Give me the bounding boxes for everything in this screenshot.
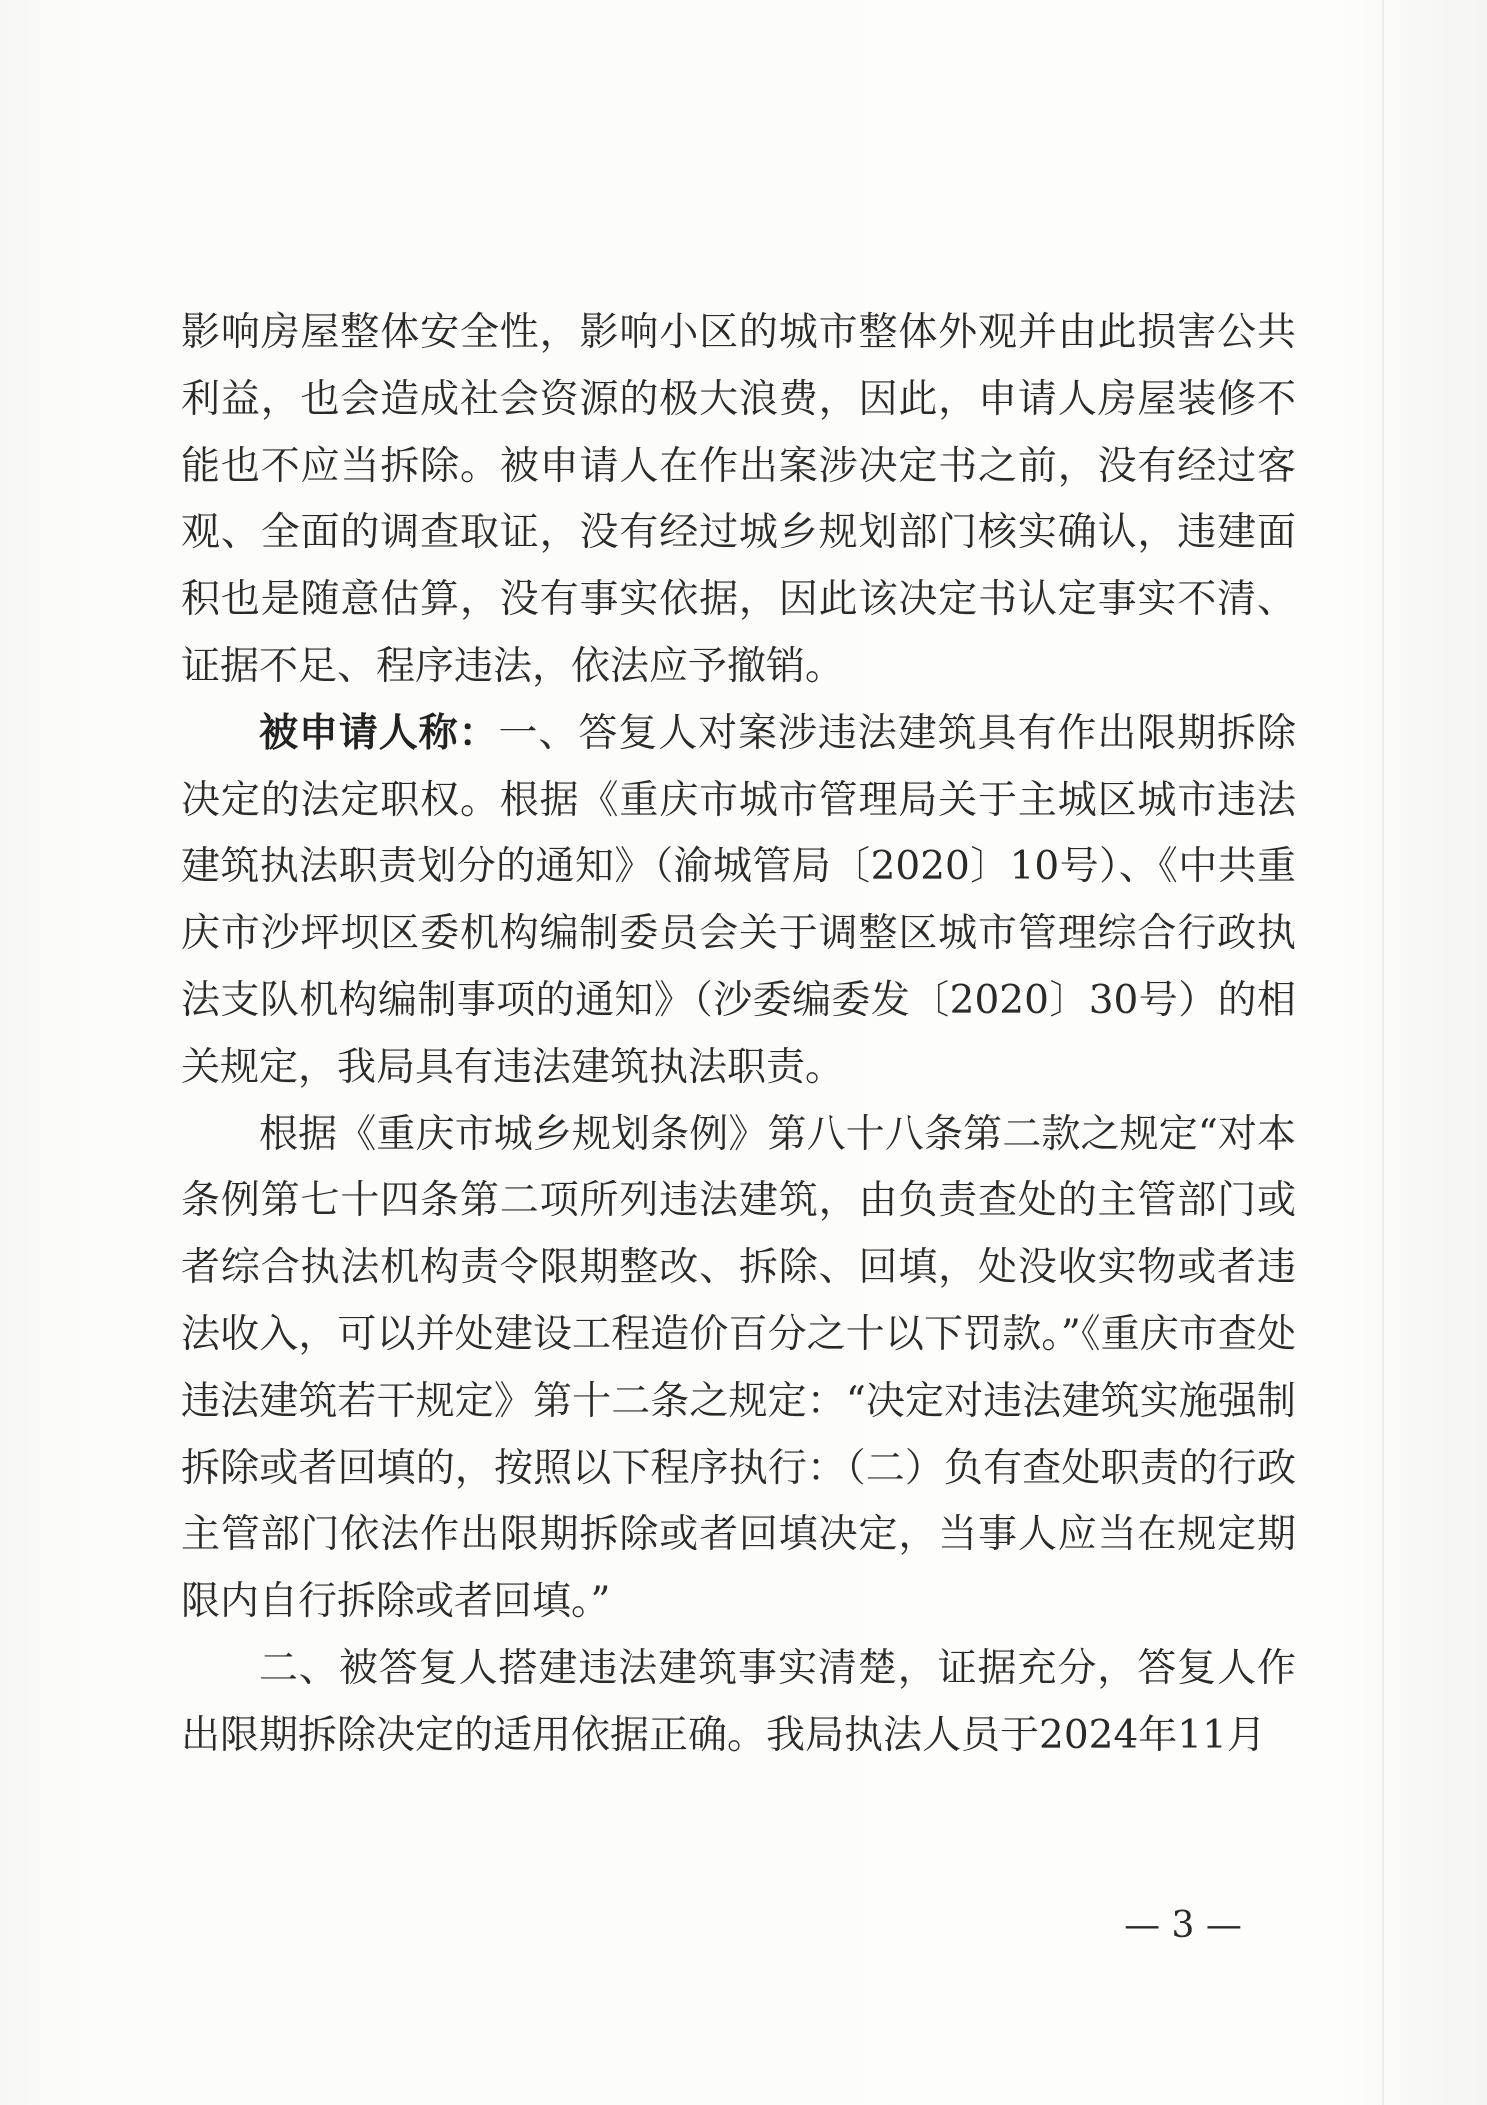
paragraph-4-text: 二、被答复人搭建违法建筑事实清楚，证据充分，答复人作出限期拆除决定的适用依据正确。我局执法人员于2024年11月 bbox=[181, 1645, 1296, 1758]
paragraph-1-text: 影响房屋整体安全性，影响小区的城市整体外观并由此损害公共利益，也会造成社会资源的极大浪费，因此，申请人房屋装修不能也不应当拆除。被申请人在作出案涉决定书之前，没有经过客观、全面的调查取证，没有经过城乡规划部门核实确认，违建面积也是随意估算，没有事实依据，因此该决定书认定事实不清、证据不足、程序违法，依法应予撤销。 bbox=[181, 310, 1296, 689]
paragraph-2-text: 一、答复人对案涉违法建筑具有作出限期拆除决定的法定职权。根据《重庆市城市管理局关于主城区城市违法建筑执法职责划分的通知》（渝城管局〔2020〕10号）、《中共重庆市沙坪坝区委机构编制委员会关于调整区城市管理综合行政执法支队机构编制事项的通知》（沙委编委发〔2020〕30号）的相关规定，我局具有违法建筑执法职责。 bbox=[181, 710, 1296, 1090]
page-number: — 3 — bbox=[1124, 1905, 1242, 1946]
document-body bbox=[181, 300, 1296, 1770]
page-fold-line bbox=[1382, 0, 1384, 2105]
paragraph-3 bbox=[181, 1102, 1296, 1636]
paragraph-4 bbox=[181, 1636, 1296, 1770]
paragraph-3-text: 根据《重庆市城乡规划条例》第八十八条第二款之规定“对本条例第七十四条第二项所列违法建筑，由负责查处的主管部门或者综合执法机构责令限期整改、拆除、回填，处没收实物或者违法收入，可以并处建设工程造价百分之十以下罚款。”《重庆市查处违法建筑若干规定》第十二条之规定：“决定对违法建筑实施强制拆除或者回填的，按照以下程序执行：（二）负有查处职责的行政主管部门依法作出限期拆除或者回填决定，当事人应当在规定期限内自行拆除或者回填。” bbox=[181, 1111, 1296, 1625]
respondent-lead: 被申请人称： bbox=[259, 710, 499, 756]
paragraph-1 bbox=[181, 300, 1296, 701]
paragraph-2 bbox=[181, 701, 1296, 1102]
